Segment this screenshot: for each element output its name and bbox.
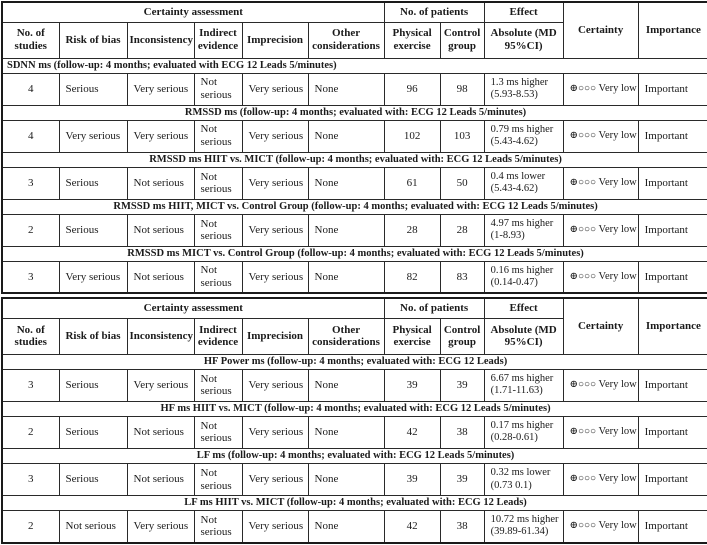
header-certainty-assessment: Certainty assessment bbox=[2, 298, 384, 318]
effect-ci: (0.28-0.61) bbox=[490, 432, 538, 444]
grade-evidence-table-block-2 bbox=[1, 297, 707, 543]
cell-imprecision: Very serious bbox=[242, 511, 308, 543]
cell-indirect: Not serious bbox=[194, 261, 242, 293]
cell-effect bbox=[484, 369, 563, 401]
header-imprecision: Imprecision bbox=[242, 22, 308, 58]
header-certainty-assessment: Certainty assessment bbox=[2, 2, 384, 22]
header-absolute-md: Absolute (MD 95%CI) bbox=[484, 318, 563, 354]
cell-inconsistency: Very serious bbox=[127, 369, 194, 401]
cell-effect bbox=[484, 73, 563, 105]
cell-studies: 2 bbox=[2, 214, 59, 246]
cell-importance: Important bbox=[638, 511, 707, 543]
table-row bbox=[2, 464, 707, 496]
certainty-label: Very low bbox=[598, 177, 637, 189]
cell-certainty bbox=[563, 167, 638, 199]
cell-control-n: 103 bbox=[440, 120, 484, 152]
cell-certainty bbox=[563, 73, 638, 105]
cell-imprecision: Very serious bbox=[242, 214, 308, 246]
table-row bbox=[2, 261, 707, 293]
effect-value: 0.4 ms lower bbox=[490, 171, 546, 183]
header-control-group: Control group bbox=[440, 318, 484, 354]
cell-indirect: Not serious bbox=[194, 416, 242, 448]
certainty-label: Very low bbox=[598, 130, 637, 142]
cell-certainty bbox=[563, 261, 638, 293]
effect-ci: (1.71-11.63) bbox=[490, 385, 543, 397]
grade-circles-icon: ⊕○○○ bbox=[569, 426, 597, 438]
section-title-lf: LF ms (follow-up: 4 months; evaluated with: ECG 12 Leads 5/minutes) bbox=[2, 448, 707, 463]
table-row bbox=[2, 369, 707, 401]
certainty-label: Very low bbox=[598, 271, 637, 283]
certainty-label: Very low bbox=[598, 224, 637, 236]
cell-risk-of-bias: Very serious bbox=[59, 120, 127, 152]
cell-inconsistency: Very serious bbox=[127, 73, 194, 105]
section-title-row bbox=[2, 105, 707, 120]
cell-studies: 2 bbox=[2, 511, 59, 543]
section-title-row bbox=[2, 152, 707, 167]
cell-importance: Important bbox=[638, 120, 707, 152]
section-title-row bbox=[2, 354, 707, 369]
cell-risk-of-bias: Very serious bbox=[59, 261, 127, 293]
cell-importance: Important bbox=[638, 369, 707, 401]
header-group-row bbox=[2, 2, 707, 22]
header-control-group: Control group bbox=[440, 22, 484, 58]
header-effect: Effect bbox=[484, 2, 563, 22]
header-risk-of-bias: Risk of bias bbox=[59, 22, 127, 58]
cell-indirect: Not serious bbox=[194, 73, 242, 105]
cell-indirect: Not serious bbox=[194, 369, 242, 401]
table-row bbox=[2, 120, 707, 152]
header-importance: Importance bbox=[638, 298, 707, 354]
cell-exercise-n: 42 bbox=[384, 511, 440, 543]
cell-certainty bbox=[563, 464, 638, 496]
cell-risk-of-bias: Serious bbox=[59, 167, 127, 199]
cell-exercise-n: 102 bbox=[384, 120, 440, 152]
section-title-lf-hiit-mict: LF ms HIIT vs. MICT (follow-up: 4 months; evaluated with: ECG 12 Leads) bbox=[2, 496, 707, 511]
grade-circles-icon: ⊕○○○ bbox=[569, 224, 597, 236]
cell-importance: Important bbox=[638, 416, 707, 448]
cell-studies: 3 bbox=[2, 261, 59, 293]
cell-indirect: Not serious bbox=[194, 214, 242, 246]
header-absolute-md: Absolute (MD 95%CI) bbox=[484, 22, 563, 58]
effect-ci: (5.43-4.62) bbox=[490, 183, 538, 195]
grade-circles-icon: ⊕○○○ bbox=[569, 83, 597, 95]
effect-ci: (5.93-8.53) bbox=[490, 89, 538, 101]
cell-control-n: 28 bbox=[440, 214, 484, 246]
grade-circles-icon: ⊕○○○ bbox=[569, 379, 597, 391]
header-physical-exercise: Physical exercise bbox=[384, 318, 440, 354]
cell-control-n: 98 bbox=[440, 73, 484, 105]
section-title-rmssd: RMSSD ms (follow-up: 4 months; evaluated with: ECG 12 Leads 5/minutes) bbox=[2, 105, 707, 120]
header-no-of-patients: No. of patients bbox=[384, 2, 484, 22]
grade-evidence-table-block-1 bbox=[1, 1, 707, 294]
header-certainty: Certainty bbox=[563, 2, 638, 58]
section-title-sdnn: SDNN ms (follow-up: 4 months; evaluated with ECG 12 Leads 5/minutes) bbox=[2, 58, 707, 73]
cell-other: None bbox=[308, 73, 384, 105]
certainty-label: Very low bbox=[598, 426, 637, 438]
header-importance: Importance bbox=[638, 2, 707, 58]
cell-imprecision: Very serious bbox=[242, 416, 308, 448]
header-other-considerations: Other considerations bbox=[308, 318, 384, 354]
cell-other: None bbox=[308, 369, 384, 401]
header-imprecision: Imprecision bbox=[242, 318, 308, 354]
cell-effect bbox=[484, 261, 563, 293]
cell-effect bbox=[484, 464, 563, 496]
cell-control-n: 50 bbox=[440, 167, 484, 199]
table-row bbox=[2, 167, 707, 199]
cell-risk-of-bias: Serious bbox=[59, 369, 127, 401]
table-row bbox=[2, 214, 707, 246]
section-title-row bbox=[2, 401, 707, 416]
effect-ci: (0.14-0.47) bbox=[490, 277, 538, 289]
table-row bbox=[2, 511, 707, 543]
table-row bbox=[2, 416, 707, 448]
cell-certainty bbox=[563, 120, 638, 152]
effect-ci: (39.89-61.34) bbox=[490, 526, 549, 538]
cell-indirect: Not serious bbox=[194, 464, 242, 496]
section-title-row bbox=[2, 58, 707, 73]
header-inconsistency: Inconsistency bbox=[127, 318, 194, 354]
cell-risk-of-bias: Serious bbox=[59, 416, 127, 448]
header-certainty: Certainty bbox=[563, 298, 638, 354]
cell-certainty bbox=[563, 416, 638, 448]
cell-exercise-n: 28 bbox=[384, 214, 440, 246]
certainty-label: Very low bbox=[598, 473, 637, 485]
header-indirect-evidence: Indirect evidence bbox=[194, 318, 242, 354]
effect-value: 6.67 ms higher bbox=[490, 373, 554, 385]
grade-circles-icon: ⊕○○○ bbox=[569, 520, 597, 532]
cell-imprecision: Very serious bbox=[242, 167, 308, 199]
certainty-label: Very low bbox=[598, 520, 637, 532]
cell-risk-of-bias: Serious bbox=[59, 73, 127, 105]
cell-control-n: 83 bbox=[440, 261, 484, 293]
cell-imprecision: Very serious bbox=[242, 464, 308, 496]
cell-studies: 3 bbox=[2, 369, 59, 401]
cell-exercise-n: 42 bbox=[384, 416, 440, 448]
cell-studies: 4 bbox=[2, 73, 59, 105]
cell-importance: Important bbox=[638, 261, 707, 293]
effect-value: 0.17 ms higher bbox=[490, 420, 554, 432]
cell-imprecision: Very serious bbox=[242, 73, 308, 105]
section-title-hf-hiit-mict: HF ms HIIT vs. MICT (follow-up: 4 months; evaluated with: ECG 12 Leads 5/minutes) bbox=[2, 401, 707, 416]
header-inconsistency: Inconsistency bbox=[127, 22, 194, 58]
section-title-rmssd-hiit-mict-control: RMSSD ms HIIT, MICT vs. Control Group (follow-up: 4 months; evaluated with: ECG 12 Leads 5/minutes) bbox=[2, 199, 707, 214]
cell-effect bbox=[484, 416, 563, 448]
header-no-of-patients: No. of patients bbox=[384, 298, 484, 318]
cell-control-n: 39 bbox=[440, 464, 484, 496]
cell-effect bbox=[484, 214, 563, 246]
effect-value: 0.16 ms higher bbox=[490, 265, 554, 276]
cell-other: None bbox=[308, 416, 384, 448]
cell-certainty bbox=[563, 511, 638, 543]
section-title-row bbox=[2, 448, 707, 463]
cell-importance: Important bbox=[638, 464, 707, 496]
section-title-rmssd-hiit-mict: RMSSD ms HIIT vs. MICT (follow-up: 4 months; evaluated with: ECG 12 Leads 5/minutes) bbox=[2, 152, 707, 167]
cell-exercise-n: 82 bbox=[384, 261, 440, 293]
cell-imprecision: Very serious bbox=[242, 369, 308, 401]
cell-studies: 3 bbox=[2, 167, 59, 199]
section-title-hf-power: HF Power ms (follow-up: 4 months; evaluated with: ECG 12 Leads) bbox=[2, 354, 707, 369]
cell-imprecision: Very serious bbox=[242, 120, 308, 152]
cell-risk-of-bias: Serious bbox=[59, 214, 127, 246]
grade-circles-icon: ⊕○○○ bbox=[569, 473, 597, 485]
cell-inconsistency: Not serious bbox=[127, 464, 194, 496]
cell-exercise-n: 39 bbox=[384, 369, 440, 401]
cell-inconsistency: Not serious bbox=[127, 416, 194, 448]
cell-indirect: Not serious bbox=[194, 120, 242, 152]
effect-value: 4.97 ms higher bbox=[490, 218, 554, 230]
cell-inconsistency: Not serious bbox=[127, 167, 194, 199]
cell-studies: 2 bbox=[2, 416, 59, 448]
cell-other: None bbox=[308, 120, 384, 152]
section-title-rmssd-mict-control: RMSSD ms MICT vs. Control Group (follow-up: 4 months; evaluated with: ECG 12 Leads 5/minutes) bbox=[2, 246, 707, 261]
header-other-considerations: Other considerations bbox=[308, 22, 384, 58]
header-group-row bbox=[2, 298, 707, 318]
cell-inconsistency: Very serious bbox=[127, 120, 194, 152]
cell-effect bbox=[484, 120, 563, 152]
effect-ci: (0.73 0.1) bbox=[490, 479, 532, 491]
cell-importance: Important bbox=[638, 167, 707, 199]
header-risk-of-bias: Risk of bias bbox=[59, 318, 127, 354]
cell-importance: Important bbox=[638, 214, 707, 246]
cell-studies: 3 bbox=[2, 464, 59, 496]
header-physical-exercise: Physical exercise bbox=[384, 22, 440, 58]
header-no-of-studies: No. of studies bbox=[2, 22, 59, 58]
effect-ci: (5.43-4.62) bbox=[490, 136, 538, 148]
cell-inconsistency: Not serious bbox=[127, 214, 194, 246]
cell-effect bbox=[484, 167, 563, 199]
effect-ci: (1-8.93) bbox=[490, 230, 525, 242]
grade-circles-icon: ⊕○○○ bbox=[569, 177, 597, 189]
section-title-row bbox=[2, 496, 707, 511]
certainty-label: Very low bbox=[598, 83, 637, 95]
cell-effect bbox=[484, 511, 563, 543]
certainty-label: Very low bbox=[598, 379, 637, 391]
cell-indirect: Not serious bbox=[194, 511, 242, 543]
cell-inconsistency: Not serious bbox=[127, 261, 194, 293]
cell-risk-of-bias: Not serious bbox=[59, 511, 127, 543]
cell-other: None bbox=[308, 464, 384, 496]
cell-inconsistency: Very serious bbox=[127, 511, 194, 543]
cell-imprecision: Very serious bbox=[242, 261, 308, 293]
header-indirect-evidence: Indirect evidence bbox=[194, 22, 242, 58]
effect-value: 1.3 ms higher bbox=[490, 77, 549, 88]
section-title-row bbox=[2, 199, 707, 214]
cell-control-n: 38 bbox=[440, 511, 484, 543]
section-title-row bbox=[2, 246, 707, 261]
grade-circles-icon: ⊕○○○ bbox=[569, 271, 597, 283]
cell-risk-of-bias: Serious bbox=[59, 464, 127, 496]
cell-exercise-n: 39 bbox=[384, 464, 440, 496]
cell-indirect: Not serious bbox=[194, 167, 242, 199]
cell-importance: Important bbox=[638, 73, 707, 105]
cell-exercise-n: 61 bbox=[384, 167, 440, 199]
header-effect: Effect bbox=[484, 298, 563, 318]
cell-other: None bbox=[308, 214, 384, 246]
cell-control-n: 38 bbox=[440, 416, 484, 448]
effect-value: 0.32 ms lower bbox=[490, 467, 551, 479]
grade-circles-icon: ⊕○○○ bbox=[569, 130, 597, 142]
cell-other: None bbox=[308, 167, 384, 199]
cell-exercise-n: 96 bbox=[384, 73, 440, 105]
cell-other: None bbox=[308, 511, 384, 543]
effect-value: 10.72 ms higher bbox=[490, 514, 559, 526]
cell-studies: 4 bbox=[2, 120, 59, 152]
table-row bbox=[2, 73, 707, 105]
cell-certainty bbox=[563, 214, 638, 246]
cell-other: None bbox=[308, 261, 384, 293]
effect-value: 0.79 ms higher bbox=[490, 124, 554, 136]
cell-control-n: 39 bbox=[440, 369, 484, 401]
header-no-of-studies: No. of studies bbox=[2, 318, 59, 354]
cell-certainty bbox=[563, 369, 638, 401]
